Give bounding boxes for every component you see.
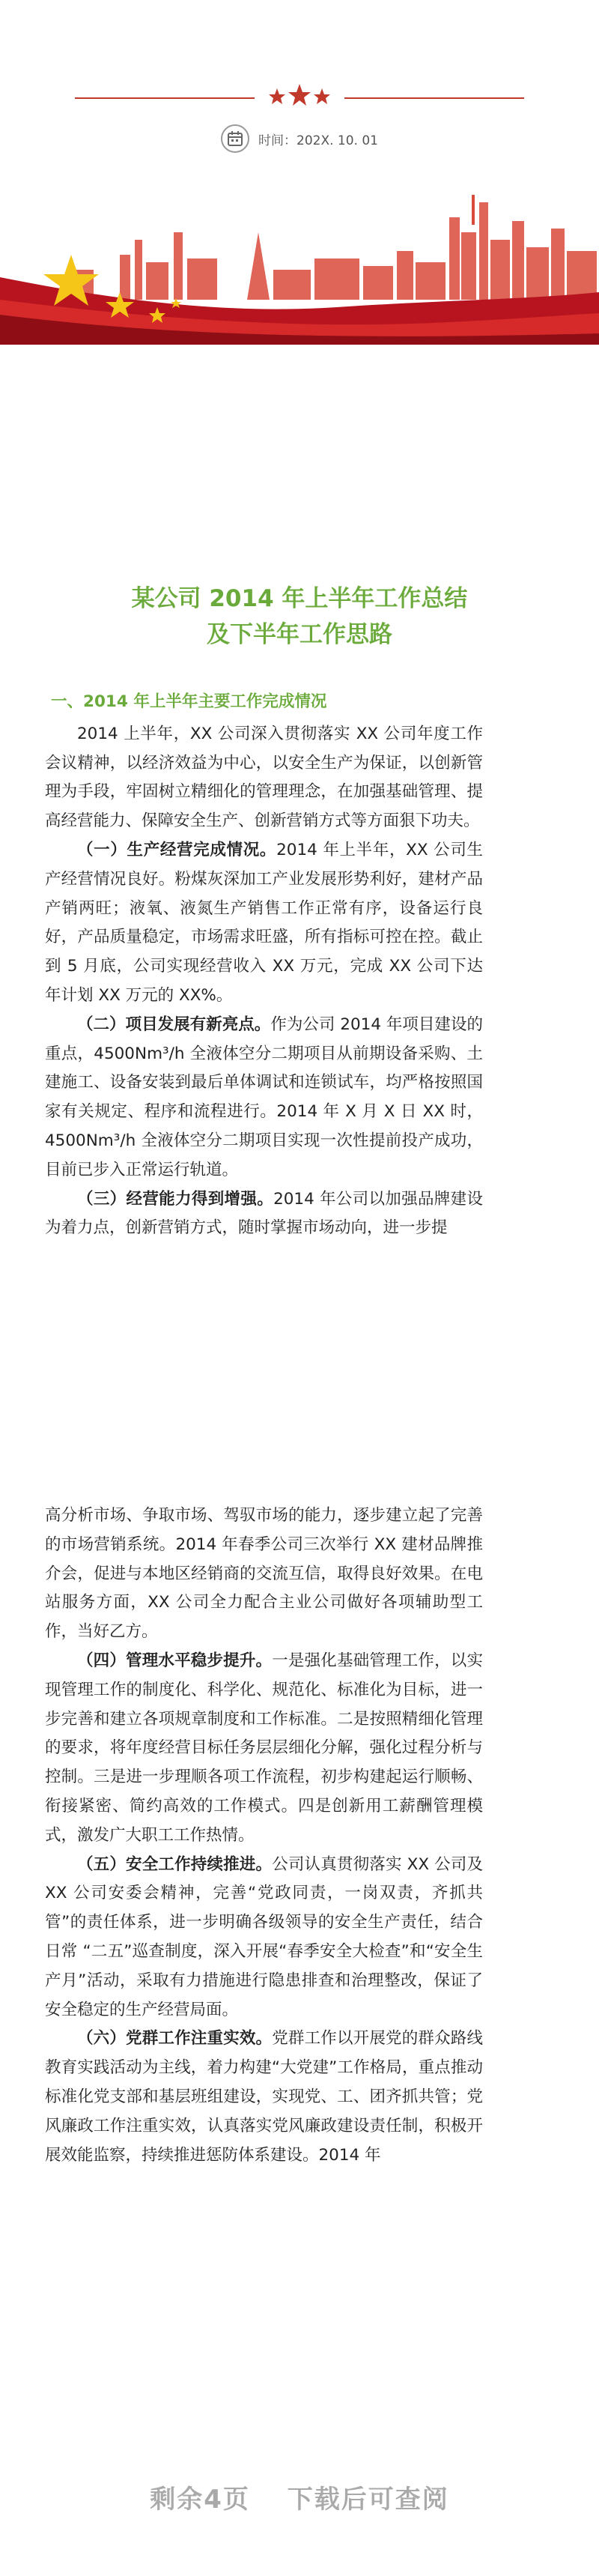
item-text: 作为公司 2014 年项目建设的重点，4500Nm³/h 全液体空分二期项目从前期设备采购、土建施工、设备安装到最后单体调试和连锁试车，均严格按照国家有关规定、程序和流程进行。2014 年 X 月 X 日 XX 时，4500Nm³/h 全液体空分二期项目实现一次性提前投产成功，目前已步入正常运行轨道。: [45, 1015, 483, 1179]
item-text: 党群工作以开展党的群众路线教育实践活动为主线，着力构建“大党建”工作格局，重点推动标准化党支部和基层班组建设，实现党、工、团齐抓共管；党风廉政工作注重实效，认真落实党风廉政建设责任制，积极开展效能监察，持续推进惩防体系建设。2014 年: [45, 2029, 483, 2165]
section-heading: 一、2014 年上半年主要工作完成情况: [51, 692, 327, 711]
star-icon: [288, 84, 311, 106]
title-line-1: 某公司 2014 年上半年工作总结: [131, 585, 468, 612]
paragraph-item: [45, 1185, 483, 1244]
content-part-2: [45, 1502, 483, 2170]
header-line-left: [75, 97, 255, 99]
item-lead: （六）党群工作注重实效。: [77, 2029, 273, 2049]
item-text: 一是强化基础管理工作，以实现管理工作的制度化、科学化、规范化、标准化为目标，进一步完善和建立各项规章制度和工作标准。二是按照精细化管理的要求，将年度经营目标任务层层细化分解，强化过程分析与控制。三是进一步理顺各项工作流程，初步构建起运行顺畅、衔接紧密、简约高效的工作模式。四是创新用工薪酬管理模式，激发广大职工工作热情。: [45, 1651, 483, 1845]
section-intro: 2014 上半年，XX 公司深入贯彻落实 XX 公司年度工作会议精神，以经济效益为中心，以安全生产为保证，以创新管理为手段，牢固树立精细化的管理理念，在加强基础管理、提高经营能力、保障安全生产、创新营销方式等方面狠下功夫。: [45, 724, 483, 831]
content-part-1: [45, 688, 483, 1243]
paragraph-item: [45, 1011, 483, 1185]
paragraph-item: [45, 836, 483, 1011]
date-label: 时间：202X. 10. 01: [258, 133, 378, 148]
item-text: 2014 年上半年，XX 公司生产经营情况良好。粉煤灰深加工产业发展形势利好，建材产品产销两旺；液氧、液氮生产销售工作正常有序，设备运行良好，产品质量稳定，市场需求旺盛，所有指标可控在控。截止到 5 月底，公司实现经营收入 XX 万元，完成 XX 公司下达年计划 XX 万元的 XX%。: [45, 840, 483, 1005]
item-lead: （四）管理水平稳步提升。: [77, 1651, 273, 1670]
item-lead: （二）项目发展有新亮点。: [77, 1015, 271, 1034]
continued-paragraph: 高分析市场、争取市场、驾驭市场的能力，逐步建立起了完善的市场营销系统。2014 年春季公司三次举行 XX 建材品牌推介会，促进与本地区经销商的交流互信，取得良好效果。在电站服务方面，XX 公司全力配合主业公司做好各项辅助型工作，当好乙方。: [45, 1506, 483, 1642]
remaining-pages-label: 剩余4页: [150, 2485, 250, 2515]
item-text: 2014 年公司以加强品牌建设为着力点，创新营销方式，随时掌握市场动向，进一步提: [45, 1189, 483, 1238]
paragraph-item: [45, 2025, 483, 2170]
item-lead: （三）经营能力得到增强。: [77, 1189, 274, 1209]
item-lead: （一）生产经营完成情况。: [77, 840, 277, 859]
star-icon: [314, 88, 330, 104]
city-skyline-banner: [0, 187, 599, 345]
title-line-2: 及下半年工作思路: [207, 621, 392, 648]
download-to-view-label[interactable]: 下载后可查阅: [287, 2485, 449, 2515]
header: [0, 0, 599, 345]
paragraph-item: [45, 1647, 483, 1851]
item-lead: （五）安全工作持续推进。: [77, 1854, 273, 1874]
download-prompt[interactable]: [0, 2479, 599, 2515]
header-line-right: [344, 97, 524, 99]
paragraph-item: [45, 1851, 483, 2025]
calendar-icon: [221, 124, 249, 153]
star-icon: [269, 88, 285, 104]
date-row: [0, 124, 599, 154]
stars-decoration: [266, 82, 333, 112]
item-text: 公司认真贯彻落实 XX 公司及 XX 公司安委会精神，完善“党政同责，一岗双责，齐抓共管”的责任体系，进一步明确各级领导的安全生产责任，结合日常 “二五”巡查制度，深入开展“春季安全大检查”和“安全生产月”活动，采取有力措施进行隐患排查和治理整改，保证了安全稳定的生产经营局面。: [45, 1854, 483, 2019]
page-title: [0, 581, 599, 653]
